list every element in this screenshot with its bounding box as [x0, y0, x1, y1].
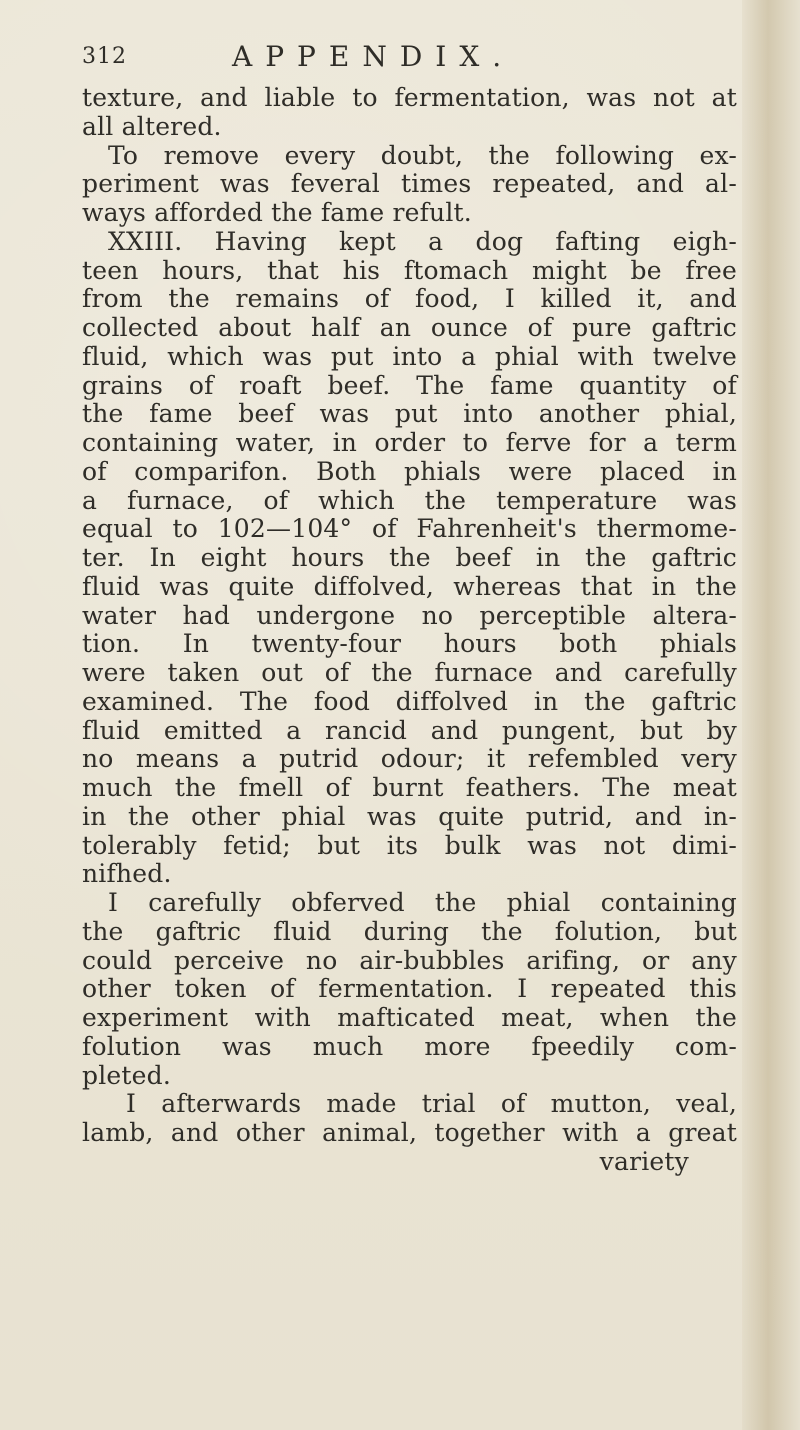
- text-line: XXIII. Having kept a dog fafting eigh-: [108, 226, 737, 256]
- text-line: examined. The food diffolved in the gaftric: [82, 686, 737, 716]
- text-line: nifhed.: [82, 859, 172, 889]
- text-line: teen hours, that his ftomach might be free: [82, 255, 737, 285]
- text-line: no means a putrid odour; it refembled very: [82, 744, 737, 774]
- text-line: periment was feveral times repeated, and al-: [82, 169, 737, 199]
- text-line: could perceive no air-bubbles arifing, or any: [82, 945, 737, 975]
- text-line: a furnace, of which the temperature was: [82, 485, 737, 515]
- text-line: ways afforded the fame refult.: [82, 198, 472, 227]
- text-line: equal to 102—104° of Fahrenheit's thermome-: [82, 514, 737, 544]
- text-line: all altered.: [82, 111, 222, 141]
- text-line: were taken out of the furnace and carefully: [82, 658, 737, 687]
- text-line: much the fmell of burnt feathers. The meat: [82, 773, 737, 802]
- text-line: experiment with mafticated meat, when the: [82, 1003, 737, 1032]
- text-line: the gaftric fluid during the folution, but: [82, 916, 737, 946]
- running-head: APPENDIX.: [232, 40, 515, 73]
- text-line: containing water, in order to ferve for a term: [82, 428, 737, 457]
- text-line: tion. In twenty-four hours both phials: [82, 629, 737, 659]
- text-line: lamb, and other animal, together with a great: [82, 1118, 737, 1147]
- text-line: grains of roaft beef. The fame quantity of: [82, 370, 737, 400]
- text-line: tolerably fetid; but its bulk was not dimi-: [82, 830, 737, 860]
- text-line: pleted.: [82, 1060, 171, 1090]
- text-line: the fame beef was put into another phial,: [82, 399, 737, 429]
- text-line: collected about half an ounce of pure gaftric: [82, 313, 737, 342]
- text-line: of comparifon. Both phials were placed in: [82, 456, 737, 486]
- text-line: from the remains of food, I killed it, and: [82, 284, 737, 314]
- text-line: folution was much more fpeedily com-: [82, 1031, 737, 1061]
- text-line: To remove every doubt, the following ex-: [108, 140, 737, 170]
- text-line: water had undergone no perceptible altera-: [82, 600, 737, 630]
- text-line: fluid was quite diffolved, whereas that in the: [82, 571, 737, 601]
- text-line: I afterwards made trial of mutton, veal,: [126, 1089, 737, 1119]
- page-number: 312: [82, 44, 127, 69]
- text-line: fluid emitted a rancid and pungent, but by: [82, 715, 737, 745]
- text-line: in the other phial was quite putrid, and in-: [82, 801, 737, 831]
- text-line: texture, and liable to fermentation, was not at: [82, 83, 737, 112]
- body-text: [82, 84, 737, 1177]
- page-edge: [742, 0, 800, 1430]
- text-line: fluid, which was put into a phial with twelve: [82, 341, 737, 371]
- text-line: other token of fermentation. I repeated this: [82, 974, 737, 1004]
- page-header: [82, 40, 702, 80]
- catchword: variety: [599, 1146, 689, 1176]
- text-line: ter. In eight hours the beef in the gaftric: [82, 543, 737, 572]
- text-line: I carefully obferved the phial containing: [108, 888, 737, 917]
